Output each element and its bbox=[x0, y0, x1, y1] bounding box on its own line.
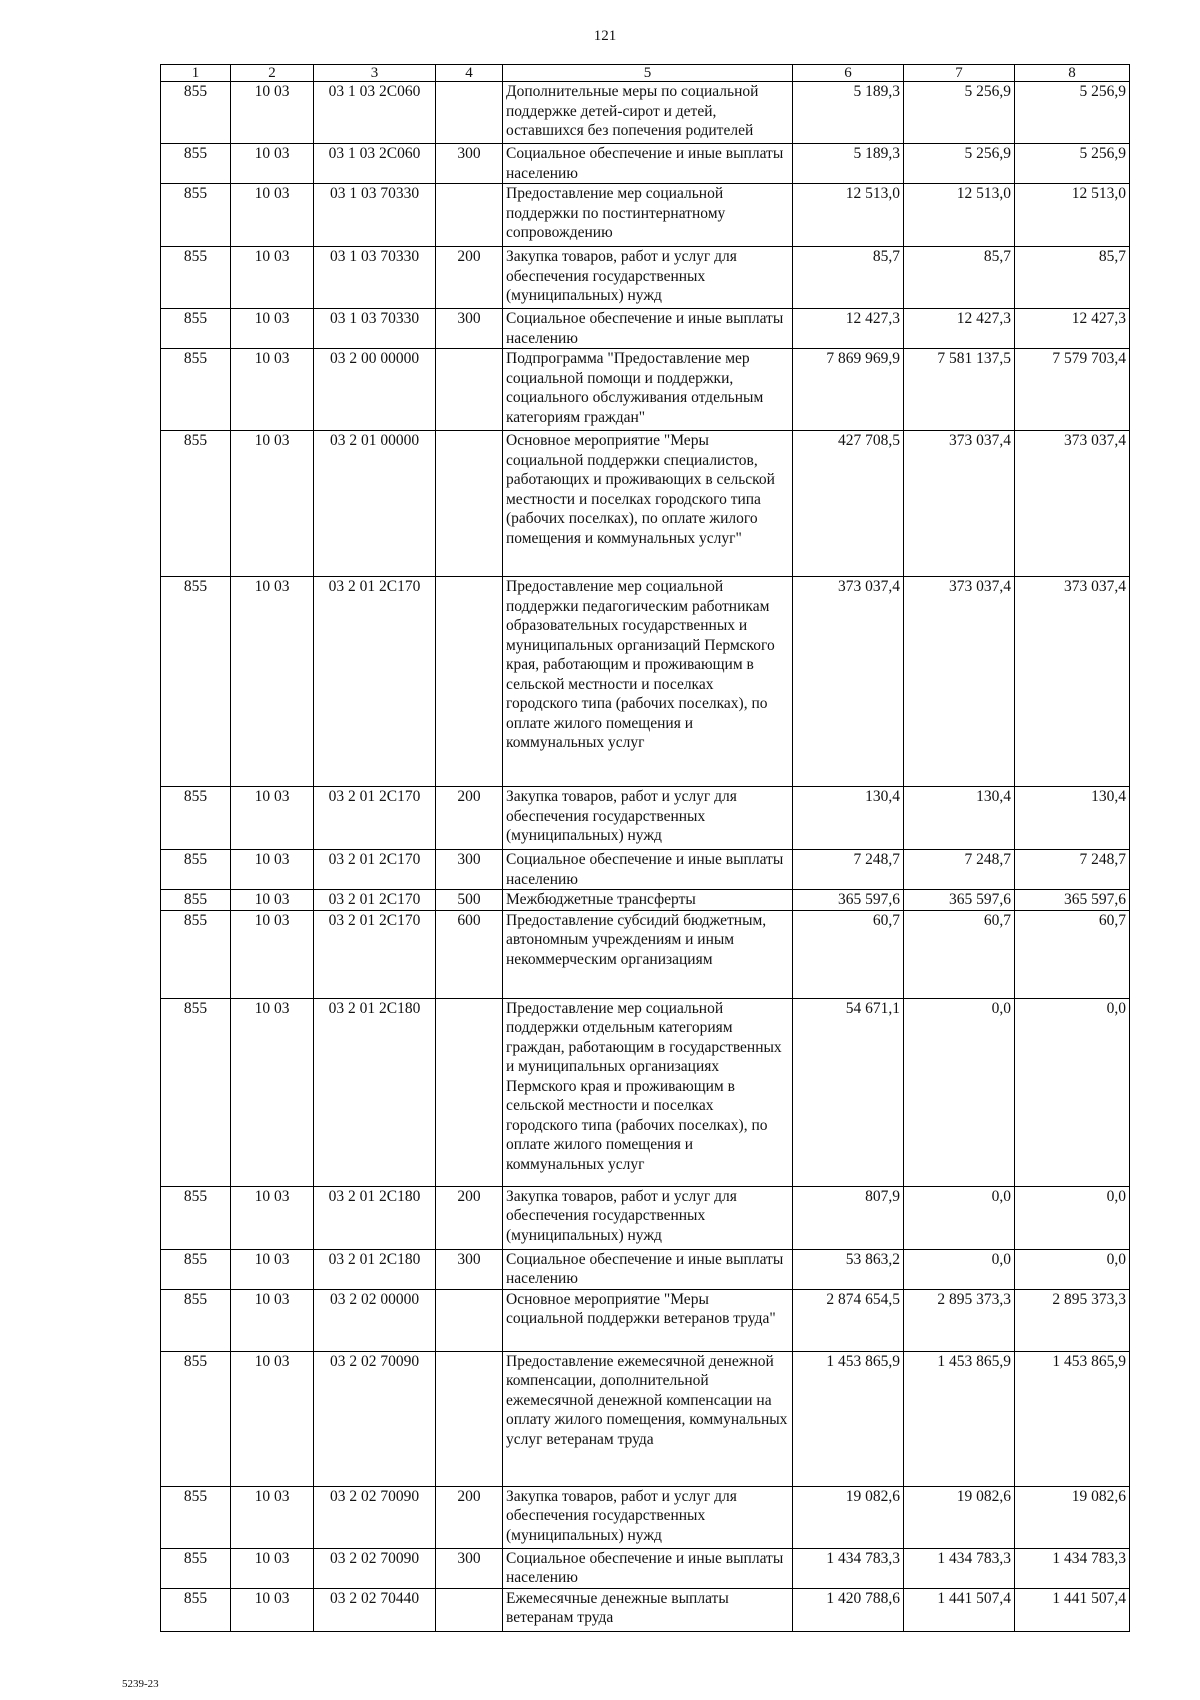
expense-type-code bbox=[436, 349, 503, 431]
section-code: 10 03 bbox=[231, 1548, 314, 1588]
amount-col-8: 5 256,9 bbox=[1015, 82, 1130, 144]
budget-admin-code: 855 bbox=[161, 309, 231, 349]
section-code: 10 03 bbox=[231, 577, 314, 787]
amount-col-6: 1 453 865,9 bbox=[793, 1351, 904, 1486]
row-description: Социальное обеспечение и иные выплаты населению bbox=[503, 1249, 793, 1289]
row-description: Закупка товаров, работ и услуг для обеспечения государственных (муниципальных) нужд bbox=[503, 787, 793, 850]
amount-col-6: 53 863,2 bbox=[793, 1249, 904, 1289]
row-description: Основное мероприятие "Меры социальной поддержки ветеранов труда" bbox=[503, 1289, 793, 1351]
target-article-code: 03 2 01 2С180 bbox=[314, 998, 436, 1186]
table-header-row bbox=[161, 65, 1130, 82]
target-article-code: 03 2 01 2С170 bbox=[314, 850, 436, 890]
amount-col-7: 1 441 507,4 bbox=[904, 1588, 1015, 1631]
amount-col-7: 5 256,9 bbox=[904, 82, 1015, 144]
section-code: 10 03 bbox=[231, 82, 314, 144]
amount-col-6: 12 513,0 bbox=[793, 184, 904, 247]
amount-col-7: 1 434 783,3 bbox=[904, 1548, 1015, 1588]
expense-type-code: 300 bbox=[436, 1249, 503, 1289]
amount-col-6: 1 420 788,6 bbox=[793, 1588, 904, 1631]
amount-col-8: 12 513,0 bbox=[1015, 184, 1130, 247]
target-article-code: 03 2 02 70090 bbox=[314, 1351, 436, 1486]
target-article-code: 03 1 03 70330 bbox=[314, 184, 436, 247]
table-row bbox=[161, 349, 1130, 431]
table-row bbox=[161, 577, 1130, 787]
budget-admin-code: 855 bbox=[161, 890, 231, 911]
row-description: Предоставление ежемесячной денежной компенсации, дополнительной ежемесячной денежной компенсации на оплату жилого помещения, коммунальных услуг ветеранам труда bbox=[503, 1351, 793, 1486]
table-row bbox=[161, 144, 1130, 184]
expense-type-code: 500 bbox=[436, 890, 503, 911]
section-code: 10 03 bbox=[231, 1486, 314, 1548]
section-code: 10 03 bbox=[231, 1289, 314, 1351]
section-code: 10 03 bbox=[231, 998, 314, 1186]
expense-type-code: 300 bbox=[436, 850, 503, 890]
budget-admin-code: 855 bbox=[161, 184, 231, 247]
table-row bbox=[161, 890, 1130, 911]
budget-admin-code: 855 bbox=[161, 1289, 231, 1351]
amount-col-8: 0,0 bbox=[1015, 1186, 1130, 1249]
table-row bbox=[161, 910, 1130, 998]
table-row bbox=[161, 309, 1130, 349]
table-row bbox=[161, 431, 1130, 577]
budget-admin-code: 855 bbox=[161, 144, 231, 184]
section-code: 10 03 bbox=[231, 1351, 314, 1486]
document-code: 5239-23 bbox=[122, 1678, 159, 1690]
expense-type-code bbox=[436, 1289, 503, 1351]
expense-type-code bbox=[436, 82, 503, 144]
table-row bbox=[161, 82, 1130, 144]
target-article-code: 03 2 02 70090 bbox=[314, 1548, 436, 1588]
page-number: 121 bbox=[593, 28, 617, 44]
budget-admin-code: 855 bbox=[161, 998, 231, 1186]
row-description: Предоставление мер социальной поддержки отдельным категориям граждан, работающим в государственных и муниципальных организациях Пермского края и проживающим в сельской местности и поселках городского типа (рабочих поселках), по оплате жилого помещения и коммунальных услуг bbox=[503, 998, 793, 1186]
amount-col-8: 373 037,4 bbox=[1015, 431, 1130, 577]
amount-col-8: 5 256,9 bbox=[1015, 144, 1130, 184]
amount-col-6: 807,9 bbox=[793, 1186, 904, 1249]
amount-col-8: 1 453 865,9 bbox=[1015, 1351, 1130, 1486]
target-article-code: 03 2 02 00000 bbox=[314, 1289, 436, 1351]
budget-admin-code: 855 bbox=[161, 431, 231, 577]
amount-col-6: 365 597,6 bbox=[793, 890, 904, 911]
budget-admin-code: 855 bbox=[161, 1249, 231, 1289]
table-row bbox=[161, 998, 1130, 1186]
row-description: Ежемесячные денежные выплаты ветеранам труда bbox=[503, 1588, 793, 1631]
table-row bbox=[161, 787, 1130, 850]
section-code: 10 03 bbox=[231, 144, 314, 184]
target-article-code: 03 1 03 2С060 bbox=[314, 144, 436, 184]
amount-col-6: 54 671,1 bbox=[793, 998, 904, 1186]
amount-col-8: 60,7 bbox=[1015, 910, 1130, 998]
row-description: Закупка товаров, работ и услуг для обеспечения государственных (муниципальных) нужд bbox=[503, 1186, 793, 1249]
row-description: Дополнительные меры по социальной поддержке детей-сирот и детей, оставшихся без попечения родителей bbox=[503, 82, 793, 144]
amount-col-8: 7 579 703,4 bbox=[1015, 349, 1130, 431]
row-description: Социальное обеспечение и иные выплаты населению bbox=[503, 1548, 793, 1588]
target-article-code: 03 2 02 70440 bbox=[314, 1588, 436, 1631]
table-row bbox=[161, 1351, 1130, 1486]
amount-col-6: 373 037,4 bbox=[793, 577, 904, 787]
amount-col-6: 7 248,7 bbox=[793, 850, 904, 890]
section-code: 10 03 bbox=[231, 431, 314, 577]
table-row bbox=[161, 1548, 1130, 1588]
expense-type-code: 300 bbox=[436, 309, 503, 349]
budget-admin-code: 855 bbox=[161, 1186, 231, 1249]
target-article-code: 03 2 01 2С170 bbox=[314, 910, 436, 998]
expense-type-code: 300 bbox=[436, 144, 503, 184]
amount-col-6: 60,7 bbox=[793, 910, 904, 998]
section-code: 10 03 bbox=[231, 309, 314, 349]
amount-col-7: 365 597,6 bbox=[904, 890, 1015, 911]
amount-col-8: 19 082,6 bbox=[1015, 1486, 1130, 1548]
table-row bbox=[161, 247, 1130, 309]
budget-admin-code: 855 bbox=[161, 910, 231, 998]
column-header: 5 bbox=[503, 65, 793, 82]
amount-col-8: 0,0 bbox=[1015, 998, 1130, 1186]
budget-admin-code: 855 bbox=[161, 349, 231, 431]
target-article-code: 03 2 01 2С170 bbox=[314, 890, 436, 911]
amount-col-7: 373 037,4 bbox=[904, 577, 1015, 787]
amount-col-8: 2 895 373,3 bbox=[1015, 1289, 1130, 1351]
amount-col-8: 1 441 507,4 bbox=[1015, 1588, 1130, 1631]
target-article-code: 03 2 01 2С180 bbox=[314, 1249, 436, 1289]
amount-col-8: 12 427,3 bbox=[1015, 309, 1130, 349]
section-code: 10 03 bbox=[231, 1249, 314, 1289]
budget-admin-code: 855 bbox=[161, 247, 231, 309]
section-code: 10 03 bbox=[231, 850, 314, 890]
amount-col-7: 7 248,7 bbox=[904, 850, 1015, 890]
amount-col-8: 373 037,4 bbox=[1015, 577, 1130, 787]
amount-col-7: 2 895 373,3 bbox=[904, 1289, 1015, 1351]
amount-col-7: 5 256,9 bbox=[904, 144, 1015, 184]
target-article-code: 03 1 03 2С060 bbox=[314, 82, 436, 144]
amount-col-7: 0,0 bbox=[904, 1186, 1015, 1249]
table-row bbox=[161, 850, 1130, 890]
row-description: Социальное обеспечение и иные выплаты населению bbox=[503, 309, 793, 349]
amount-col-6: 5 189,3 bbox=[793, 82, 904, 144]
budget-admin-code: 855 bbox=[161, 1588, 231, 1631]
expense-type-code: 200 bbox=[436, 787, 503, 850]
table-row bbox=[161, 1249, 1130, 1289]
expense-type-code bbox=[436, 184, 503, 247]
target-article-code: 03 2 01 2С170 bbox=[314, 577, 436, 787]
expense-type-code: 600 bbox=[436, 910, 503, 998]
column-header: 2 bbox=[231, 65, 314, 82]
row-description: Социальное обеспечение и иные выплаты населению bbox=[503, 144, 793, 184]
section-code: 10 03 bbox=[231, 910, 314, 998]
budget-admin-code: 855 bbox=[161, 1351, 231, 1486]
row-description: Предоставление мер социальной поддержки по постинтернатному сопровождению bbox=[503, 184, 793, 247]
amount-col-6: 85,7 bbox=[793, 247, 904, 309]
column-header: 6 bbox=[793, 65, 904, 82]
section-code: 10 03 bbox=[231, 1186, 314, 1249]
budget-admin-code: 855 bbox=[161, 787, 231, 850]
amount-col-6: 7 869 969,9 bbox=[793, 349, 904, 431]
amount-col-6: 12 427,3 bbox=[793, 309, 904, 349]
amount-col-6: 19 082,6 bbox=[793, 1486, 904, 1548]
section-code: 10 03 bbox=[231, 184, 314, 247]
budget-table bbox=[160, 64, 1130, 1632]
row-description: Предоставление мер социальной поддержки педагогическим работникам образовательных государственных и муниципальных организаций Пермского края, работающим и проживающим в сельской местности и поселках городского типа (рабочих поселках), по оплате жилого помещения и коммунальных услуг bbox=[503, 577, 793, 787]
expense-type-code bbox=[436, 998, 503, 1186]
table-row bbox=[161, 1588, 1130, 1631]
amount-col-7: 0,0 bbox=[904, 1249, 1015, 1289]
budget-admin-code: 855 bbox=[161, 850, 231, 890]
table-row bbox=[161, 1186, 1130, 1249]
row-description: Подпрограмма "Предоставление мер социальной помощи и поддержки, социального обслуживания отдельным категориям граждан" bbox=[503, 349, 793, 431]
column-header: 8 bbox=[1015, 65, 1130, 82]
section-code: 10 03 bbox=[231, 890, 314, 911]
expense-type-code bbox=[436, 577, 503, 787]
expense-type-code: 200 bbox=[436, 1486, 503, 1548]
table-row bbox=[161, 1289, 1130, 1351]
amount-col-6: 1 434 783,3 bbox=[793, 1548, 904, 1588]
target-article-code: 03 2 01 00000 bbox=[314, 431, 436, 577]
column-header: 3 bbox=[314, 65, 436, 82]
amount-col-7: 373 037,4 bbox=[904, 431, 1015, 577]
amount-col-7: 1 453 865,9 bbox=[904, 1351, 1015, 1486]
amount-col-6: 130,4 bbox=[793, 787, 904, 850]
amount-col-8: 7 248,7 bbox=[1015, 850, 1130, 890]
target-article-code: 03 2 00 00000 bbox=[314, 349, 436, 431]
expense-type-code bbox=[436, 431, 503, 577]
target-article-code: 03 2 01 2С170 bbox=[314, 787, 436, 850]
budget-admin-code: 855 bbox=[161, 1486, 231, 1548]
section-code: 10 03 bbox=[231, 1588, 314, 1631]
expense-type-code: 200 bbox=[436, 1186, 503, 1249]
target-article-code: 03 2 02 70090 bbox=[314, 1486, 436, 1548]
budget-admin-code: 855 bbox=[161, 577, 231, 787]
amount-col-8: 0,0 bbox=[1015, 1249, 1130, 1289]
column-header: 7 bbox=[904, 65, 1015, 82]
amount-col-8: 1 434 783,3 bbox=[1015, 1548, 1130, 1588]
column-header: 1 bbox=[161, 65, 231, 82]
target-article-code: 03 1 03 70330 bbox=[314, 309, 436, 349]
amount-col-7: 130,4 bbox=[904, 787, 1015, 850]
row-description: Основное мероприятие "Меры социальной поддержки специалистов, работающих и проживающих в сельской местности и поселках городского типа (рабочих поселках), по оплате жилого помещения и коммунальных услуг" bbox=[503, 431, 793, 577]
section-code: 10 03 bbox=[231, 247, 314, 309]
row-description: Закупка товаров, работ и услуг для обеспечения государственных (муниципальных) нужд bbox=[503, 1486, 793, 1548]
amount-col-6: 5 189,3 bbox=[793, 144, 904, 184]
row-description: Предоставление субсидий бюджетным, автономным учреждениям и иным некоммерческим организациям bbox=[503, 910, 793, 998]
amount-col-7: 60,7 bbox=[904, 910, 1015, 998]
amount-col-6: 2 874 654,5 bbox=[793, 1289, 904, 1351]
expense-type-code bbox=[436, 1351, 503, 1486]
amount-col-7: 0,0 bbox=[904, 998, 1015, 1186]
row-description: Межбюджетные трансферты bbox=[503, 890, 793, 911]
amount-col-7: 7 581 137,5 bbox=[904, 349, 1015, 431]
expense-type-code bbox=[436, 1588, 503, 1631]
expense-type-code: 200 bbox=[436, 247, 503, 309]
section-code: 10 03 bbox=[231, 349, 314, 431]
amount-col-7: 85,7 bbox=[904, 247, 1015, 309]
target-article-code: 03 1 03 70330 bbox=[314, 247, 436, 309]
row-description: Социальное обеспечение и иные выплаты населению bbox=[503, 850, 793, 890]
amount-col-8: 85,7 bbox=[1015, 247, 1130, 309]
budget-admin-code: 855 bbox=[161, 82, 231, 144]
expense-type-code: 300 bbox=[436, 1548, 503, 1588]
amount-col-6: 427 708,5 bbox=[793, 431, 904, 577]
row-description: Закупка товаров, работ и услуг для обеспечения государственных (муниципальных) нужд bbox=[503, 247, 793, 309]
amount-col-7: 19 082,6 bbox=[904, 1486, 1015, 1548]
column-header: 4 bbox=[436, 65, 503, 82]
table-row bbox=[161, 1486, 1130, 1548]
amount-col-7: 12 427,3 bbox=[904, 309, 1015, 349]
table-row bbox=[161, 184, 1130, 247]
budget-admin-code: 855 bbox=[161, 1548, 231, 1588]
amount-col-8: 130,4 bbox=[1015, 787, 1130, 850]
amount-col-8: 365 597,6 bbox=[1015, 890, 1130, 911]
section-code: 10 03 bbox=[231, 787, 314, 850]
target-article-code: 03 2 01 2С180 bbox=[314, 1186, 436, 1249]
amount-col-7: 12 513,0 bbox=[904, 184, 1015, 247]
